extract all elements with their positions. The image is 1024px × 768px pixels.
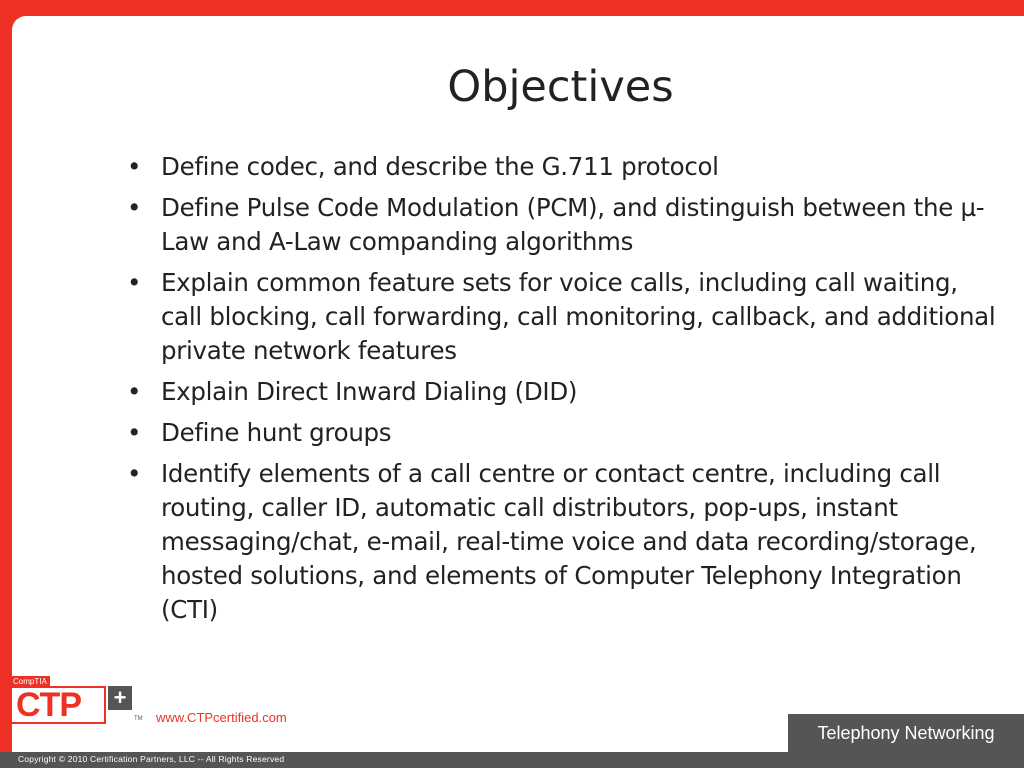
logo-text: CTP (16, 685, 81, 724)
course-title: Telephony Networking (788, 714, 1024, 752)
trademark-label: TM (134, 716, 143, 722)
logo-box (10, 686, 106, 724)
objectives-list (127, 150, 997, 634)
slide (12, 16, 1024, 752)
slide-title: Objectives (447, 62, 674, 112)
list-item: • Define Pulse Code Modulation (PCM), and distinguish between the µ-Law and A-Law companding algorithms (127, 191, 997, 259)
list-item: • Explain Direct Inward Dialing (DID) (127, 375, 997, 409)
list-item: • Define hunt groups (127, 416, 997, 450)
copyright-text: Copyright © 2010 Certification Partners, LLC -- All Rights Reserved (18, 754, 285, 764)
list-item: • Identify elements of a call centre or contact centre, including call routing, caller ID, automatic call distributors, pop-ups, instant messaging/chat, e-mail, real-time voice and data recording/storage, hosted solutions, and elements of Computer Telephony Integration (CTI) (127, 457, 997, 627)
comptia-label: CompTIA (10, 676, 50, 687)
website-link[interactable]: www.CTPcertified.com (156, 710, 287, 725)
ctp-logo (8, 676, 143, 726)
list-item: • Explain common feature sets for voice calls, including call waiting, call blocking, call forwarding, call monitoring, callback, and additional private network features (127, 266, 997, 368)
plus-icon: + (108, 686, 132, 710)
list-item: • Define codec, and describe the G.711 protocol (127, 150, 997, 184)
